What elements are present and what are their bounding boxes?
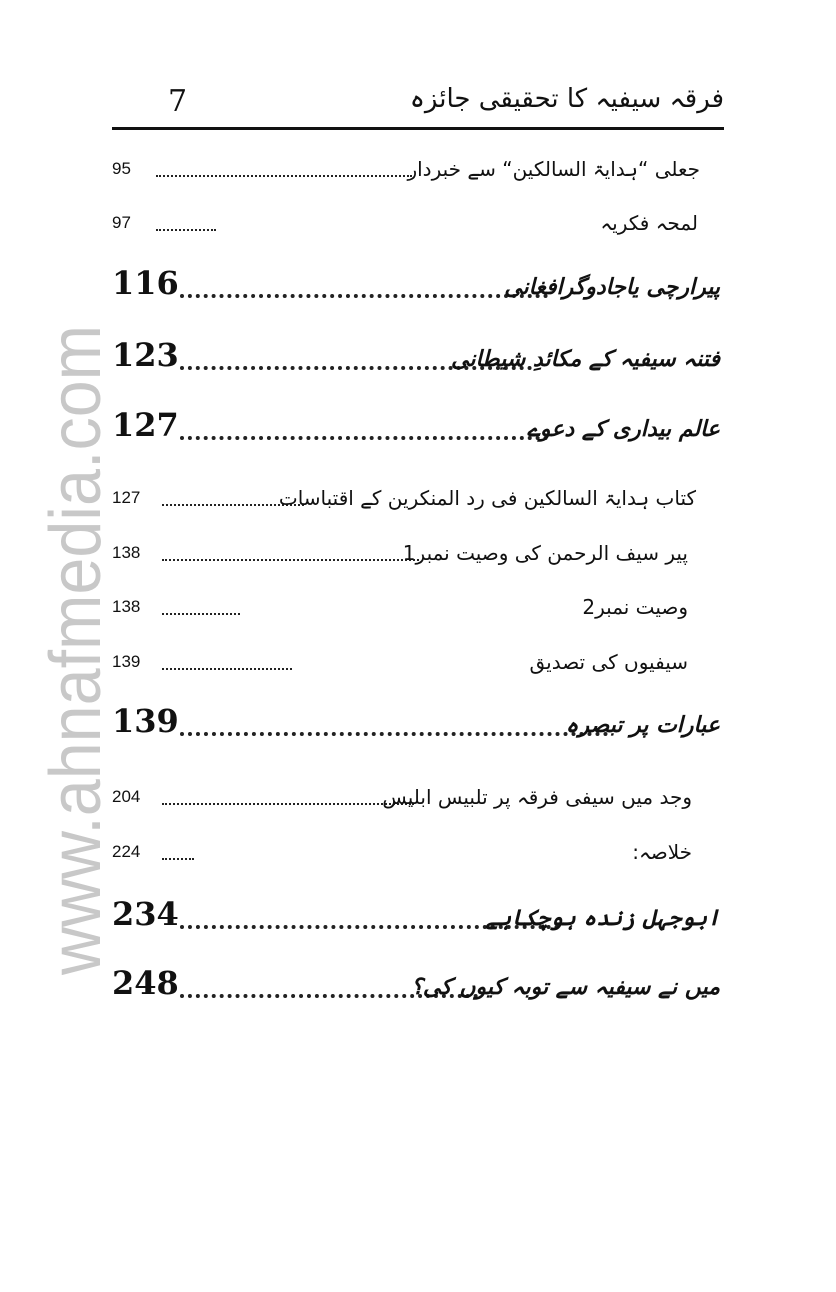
toc-entry[interactable]	[112, 700, 724, 740]
toc-entry-title: فتنہ سیفیہ کے مکائدِ شیطانی	[450, 347, 720, 372]
toc-page-number: 116	[112, 264, 179, 302]
toc-entry[interactable]	[112, 527, 724, 567]
toc-leader-dots	[162, 668, 292, 670]
toc-entry-title: عالم بیداری کے دعوے	[527, 417, 720, 442]
toc-entry-title: وصیت نمبر2	[582, 595, 688, 619]
toc-entry[interactable]	[112, 893, 724, 933]
toc-entry-title: لمحہ فکریہ	[600, 211, 698, 235]
toc-page-number: 97	[112, 213, 131, 232]
toc-leader-dots	[162, 858, 194, 860]
toc-entry-title: جعلی “ہدایۃ السالکین“ سے خبردار	[407, 157, 700, 181]
toc-page-number: 138	[112, 543, 141, 562]
toc-entry-title: ابوجہل زندہ ہوچکاہے	[485, 906, 720, 931]
toc-entry[interactable]	[112, 404, 724, 444]
toc-entry-title: پیرارچی یاجادوگرافغانی	[504, 275, 720, 300]
toc-entry-title: عبارات پر تبصرہ	[565, 713, 720, 738]
toc-page-number: 127	[112, 406, 179, 444]
toc-leader-dots	[156, 229, 216, 231]
toc-page-number: 127	[112, 488, 141, 507]
toc-page-number: 204	[112, 787, 141, 806]
toc-leader-dots	[180, 436, 548, 440]
toc-entry[interactable]	[112, 636, 724, 676]
toc-page-number: 95	[112, 159, 131, 178]
toc-entry[interactable]	[112, 143, 724, 183]
watermark-text: www.ahnafmedia.com	[36, 320, 116, 975]
toc-entry[interactable]	[112, 262, 724, 302]
toc-page-number: 248	[112, 964, 179, 1002]
toc-entry[interactable]	[112, 197, 724, 237]
toc-leader-dots	[180, 294, 548, 298]
page-number: 7	[168, 84, 188, 119]
toc-leader-dots	[162, 613, 240, 615]
toc-entry-title: وجد میں سیفی فرقہ پر تلبیس ابلیس	[382, 785, 692, 809]
toc-entry-title: میں نے سیفیہ سے توبہ کیوں کی؟	[411, 975, 720, 1000]
toc-entry-title: کتاب ہدایۃ السالکین فی رد المنکرین کے اقتباسات	[278, 486, 696, 510]
toc-page-number: 138	[112, 597, 141, 616]
table-of-contents	[112, 0, 724, 1292]
toc-leader-dots	[162, 559, 419, 561]
toc-entry-title: سیفیوں کی تصدیق	[529, 650, 688, 674]
toc-leader-dots	[156, 175, 412, 177]
toc-entry[interactable]	[112, 334, 724, 374]
toc-entry-title: خلاصہ:	[632, 840, 692, 864]
toc-entry[interactable]	[112, 581, 724, 621]
toc-page-number: 234	[112, 895, 179, 933]
toc-leader-dots	[180, 732, 608, 736]
toc-entry[interactable]	[112, 826, 724, 866]
toc-entry[interactable]	[112, 771, 724, 811]
toc-page-number: 123	[112, 336, 179, 374]
toc-entry[interactable]	[112, 962, 724, 1002]
toc-entry[interactable]	[112, 472, 724, 512]
toc-page-number: 224	[112, 842, 141, 861]
toc-entry-title: پیر سیف الرحمن کی وصیت نمبر1	[402, 541, 688, 565]
toc-leader-dots	[162, 803, 414, 805]
toc-page-number: 139	[112, 702, 179, 740]
toc-page-number: 139	[112, 652, 141, 671]
running-title: فرقہ سیفیہ کا تحقیقی جائزہ	[409, 84, 724, 114]
